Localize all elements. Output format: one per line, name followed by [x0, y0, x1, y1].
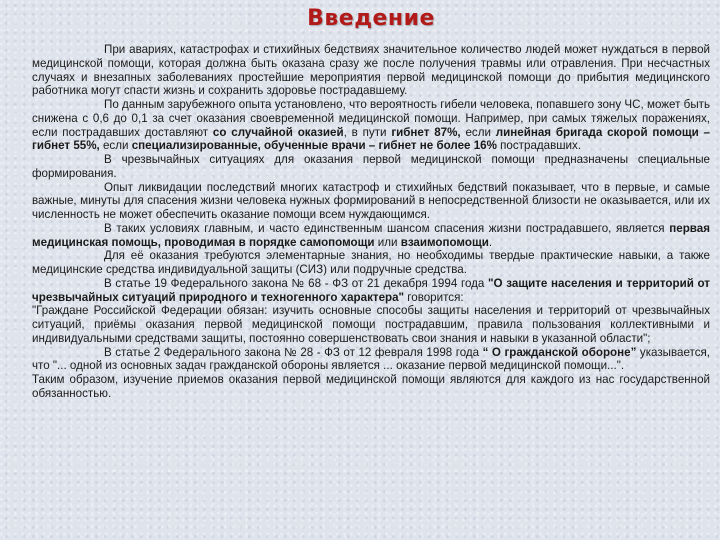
bold-run: взаимопомощи: [400, 235, 489, 249]
bold-run: первая медицинская помощь, проводимая в порядке самопомощи: [32, 221, 710, 249]
bold-run: “ О гражданской обороне”: [482, 345, 637, 359]
bold-run: гибнет 87%,: [391, 125, 461, 139]
bold-run: "О защите населения и территорий от чрезвычайных ситуаций природного и техногенного характера": [32, 276, 710, 304]
paragraph-1: При авариях, катастрофах и стихийных бедствиях значительное количество людей может нуждаться в первой медицинской помощи, которая должна быть оказана сразу же после получения травмы или отравления. При несчастных случаях и внезапных заболеваниях простейшие мероприятия первой медицинской помощи до прибытия медицинского работника могут спасти жизнь и сохранить здоровье пострадавшему.: [32, 43, 710, 98]
paragraph-6: Для её оказания требуются элементарные знания, но необходимы твердые практические навыки, а также медицинские средства индивидуальной защиты (СИЗ) или подручные средства.: [32, 249, 710, 276]
bold-run: линейная бригада скорой помощи – гибнет 55%,: [32, 125, 710, 153]
paragraph-4: Опыт ликвидации последствий многих катастроф и стихийных бедствий показывает, что в первые, и самые важные, минуты для спасения жизни человека нужных формирований в непосредственной близости не оказывается, или их численность не может обеспечить оказание помощи всем нуждающимся.: [32, 180, 710, 221]
bold-run: специализированные, обученные врачи – гибнет не более 16%: [131, 139, 497, 153]
text-run: .: [488, 235, 493, 249]
text-run: По данным зарубежного опыта установлено, что вероятность гибели человека, попавшего зону ЧС, может быть снижена с 0,6 до 0,1 за счет оказания своевременной медицинской помощи. Например, при самых тяжелых поражениях, если пострадавших доставляют: [32, 98, 710, 139]
paragraph-2: [32, 98, 710, 153]
paragraph-9: [32, 346, 710, 374]
paragraph-7: [32, 277, 710, 305]
paragraph-3: В чрезвычайных ситуациях для оказания первой медицинской помощи предназначены специальные формирования.: [32, 153, 710, 180]
text-run: указывается, что "... одной из основных задач гражданской обороны является ... оказание первой медицинской помощи...".: [32, 345, 711, 373]
text-run: В таких условиях главным, и часто единственным шансом спасения жизни пострадавшего, является: [104, 221, 670, 235]
text-run: если: [460, 125, 496, 139]
text-run: или: [374, 235, 401, 249]
page-title: Введение: [307, 6, 435, 31]
body-text: [32, 43, 710, 401]
paragraph-5: [32, 222, 710, 250]
paragraph-10-conclusion: Таким образом, изучение приемов оказания первой медицинской помощи являются для каждого из нас государственной обязанностью.: [32, 373, 710, 400]
text-run: В статье 2 Федерального закона № 28 - ФЗ от 12 февраля 1998 года: [104, 345, 483, 359]
text-run: говорится:: [404, 290, 464, 304]
bold-run: со случайной оказией: [212, 125, 344, 139]
text-run: В статье 19 Федерального закона № 68 - ФЗ от 21 декабря 1994 года: [104, 276, 489, 290]
paragraph-8-quote: "Граждане Российской Федерации обязан: изучить основные способы защиты населения и территорий от чрезвычайных ситуаций, приёмы оказания первой медицинской помощи пострадавшим, правила пользования коллективными и индивидуальными средствами защиты, постоянно совершенствовать свои знания и навыки в указанной области";: [32, 304, 710, 345]
text-run: если: [99, 139, 132, 153]
text-run: , в пути: [343, 125, 392, 139]
text-run: пострадавших.: [496, 139, 582, 153]
